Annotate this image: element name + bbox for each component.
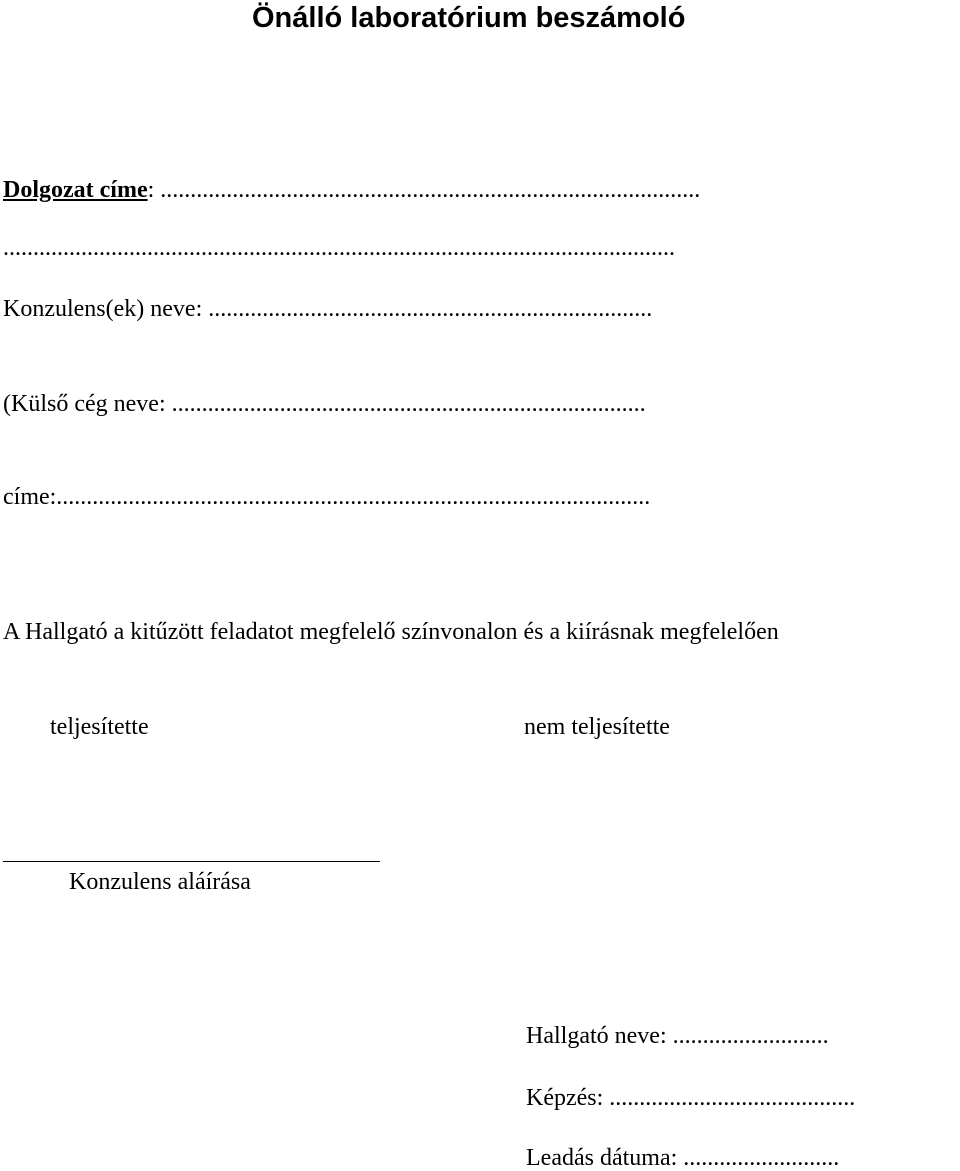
signature-line <box>3 861 380 862</box>
thesis-title-label: Dolgozat címe <box>3 177 148 203</box>
student-name-line: Hallgató neve: .......................... <box>526 1023 829 1049</box>
page-title: Önálló laboratórium beszámoló <box>252 2 686 34</box>
thesis-title-continuation: ................................................................................................................ <box>3 235 675 261</box>
thesis-title-row <box>3 178 700 202</box>
assessment-statement: A Hallgató a kitűzött feladatot megfelelő színvonalon és a kiírásnak megfelelően <box>3 619 779 645</box>
company-address-line: címe:................................................................................................... <box>3 484 651 510</box>
option-not-completed: nem teljesítette <box>524 714 670 740</box>
external-company-line: (Külső cég neve: ............................................................................... <box>3 391 646 417</box>
consultant-name-line: Konzulens(ek) neve: .......................................................................... <box>3 296 653 322</box>
thesis-title-dots: : .......................................................................................... <box>147 177 701 203</box>
signature-label: Konzulens aláírása <box>69 869 251 895</box>
option-completed: teljesítette <box>50 714 149 740</box>
submission-date-line: Leadás dátuma: .......................... <box>526 1145 840 1171</box>
program-line: Képzés: ......................................... <box>526 1085 856 1111</box>
